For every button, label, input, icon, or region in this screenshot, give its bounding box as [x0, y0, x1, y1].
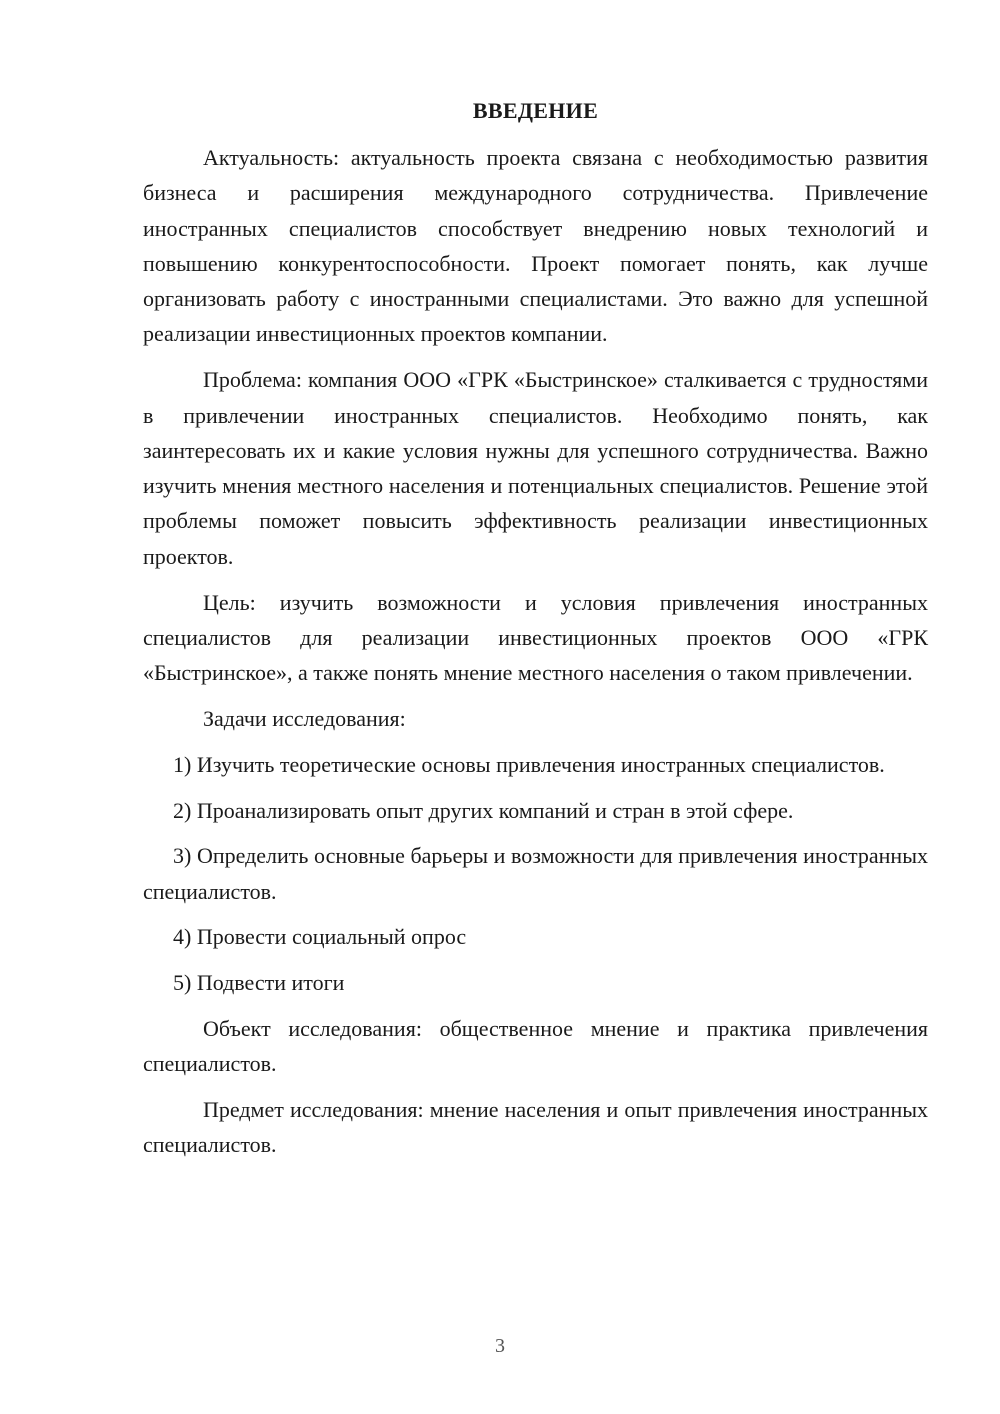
paragraph-subject: Предмет исследования: мнение населения и опыт привлечения иностранных специалистов. [143, 1097, 928, 1158]
list-item: 2) Проанализировать опыт других компаний и стран в этой сфере. [173, 797, 794, 823]
tasks-list [143, 747, 928, 1001]
paragraph-object: Объект исследования: общественное мнение и практика привлечения специалистов. [143, 1016, 928, 1077]
paragraph-goal: Цель: изучить возможности и условия привлечения иностранных специалистов для реализации инвестиционных проектов ООО «ГРК «Быстринское», а также понять мнение местного населения о таком привлечении. [143, 589, 928, 686]
list-item: 3) Определить основные барьеры и возможности для привлечения иностранных специалистов. [143, 843, 928, 904]
page-number: 3 [495, 1335, 505, 1357]
list-item: 5) Подвести итоги [173, 970, 345, 996]
paragraph-problem: Проблема: компания ООО «ГРК «Быстринское» сталкивается с трудностями в привлечении иностранных специалистов. Необходимо понять, как заинтересовать их и какие условия нужны для успешного сотрудничества. Важно изучить мнения местного населения и потенциальных специалистов. Решение этой проблемы поможет повысить эффективность реализации инвестиционных проектов. [143, 367, 928, 569]
list-item: 1) Изучить теоретические основы привлечения иностранных специалистов. [173, 751, 885, 777]
paragraph-tasks-intro: Задачи исследования: [203, 705, 406, 731]
document-page [143, 96, 928, 1173]
section-heading: ВВЕДЕНИЕ [472, 98, 599, 123]
list-item: 4) Провести социальный опрос [173, 924, 467, 950]
paragraph-relevance: Актуальность: актуальность проекта связана с необходимостью развития бизнеса и расширения международного сотрудничества. Привлечение иностранных специалистов способствует внедрению новых технологий и повышению конкурентоспособности. Проект помогает понять, как лучше организовать работу с иностранными специалистами. Это важно для успешной реализации инвестиционных проектов компании. [143, 145, 928, 347]
